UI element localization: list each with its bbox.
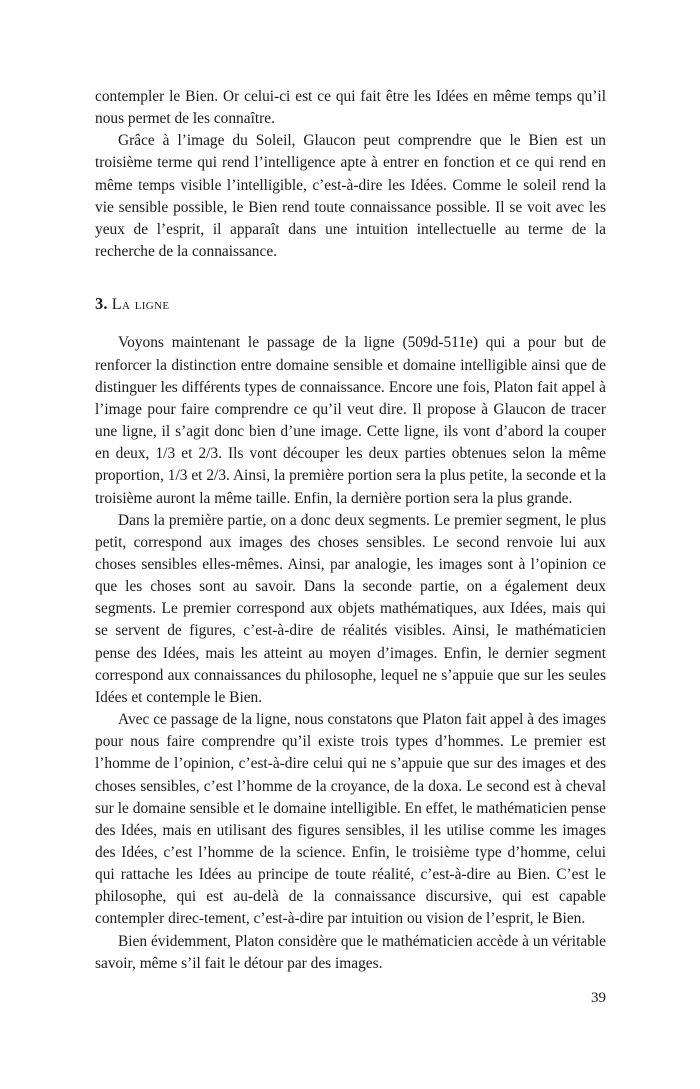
paragraph-line-passage: Voyons maintenant le passage de la ligne (509d-511e) qui a pour but de renforcer la distinction entre domaine sensible et domaine intelligible ainsi que de distinguer les différents types de connaissance. Encore une fois, Platon fait appel à l’image pour faire comprendre ce qu’il veut dire. Il propose à Glaucon de tracer une ligne, il s’agit donc bien d’une image. Cette ligne, ils vont d’abord la couper en deux, 1/3 et 2/3. Ils vont découper les deux parties obtenues selon la même proportion, 1/3 et 2/3. Ainsi, la première portion sera la plus petite, la seconde et la troisième auront la même taille. Enfin, la dernière portion sera la plus grande. bbox=[95, 334, 606, 507]
section-heading-la-ligne bbox=[95, 263, 606, 332]
page-text-block bbox=[95, 86, 606, 975]
section-number: 3. bbox=[95, 294, 108, 314]
paragraph-sun-image: Grâce à l’image du Soleil, Glaucon peut comprendre que le Bien est un troisième terme qui rend l’intelligence apte à entrer en fonction et ce qui rend en même temps visible l’intelligible, c’est-à-dire les Idées. Comme le soleil rend la vie sensible possible, le Bien rend toute connaissance possible. Il se voit avec les yeux de l’esprit, il apparaît dans une intuition intellectuelle au terme de la recherche de la connaissance. bbox=[95, 132, 606, 261]
paragraph-conclusion: Bien évidemment, Platon considère que le mathématicien accède à un véritable savoir, même s’il fait le détour par des images. bbox=[95, 932, 606, 972]
paragraph-segments: Dans la première partie, on a donc deux segments. Le premier segment, le plus petit, correspond aux images des choses sensibles. Le second renvoie lui aux choses sensibles elles-mêmes. Ainsi, par analogie, les images sont à l’opinion ce que les choses sont au savoir. Dans la seconde partie, on a également deux segments. Le premier correspond aux objets mathématiques, aux Idées, mais qui se servent de figures, c’est-à-dire de réalités visibles. Ainsi, le mathématicien pense des Idées, mais les atteint au moyen d’images. Enfin, le dernier segment correspond aux connaissances du philosophe, lequel ne s’appuie que sur les seules Idées et contemple le Bien. bbox=[95, 511, 606, 706]
page-number: 39 bbox=[591, 990, 606, 1006]
paragraph-continuation: contempler le Bien. Or celui-ci est ce qui fait être les Idées en même temps qu’il nous permet de les connaître. bbox=[95, 88, 606, 128]
section-title: La ligne bbox=[111, 295, 170, 314]
paragraph-three-types-of-men: Avec ce passage de la ligne, nous constatons que Platon fait appel à des images pour nous faire comprendre qu’il existe trois types d’hommes. Le premier est l’homme de l’opinion, c’est-à-dire celui qui ne s’appuie que sur des images et des choses sensibles, c’est l’homme de la croyance, de la doxa. Le second est à cheval sur le domaine sensible et le domaine intelligible. En effet, le mathématicien pense des Idées, mais en utilisant des figures sensibles, il les utilise comme les images des Idées, c’est l’homme de la science. Enfin, le troisième type d’homme, celui qui rattache les Idées au principe de toute réalité, c’est-à-dire au Bien. C’est le philosophe, qui est au-delà de la connaissance discursive, qui est capable contempler direc-tement, c’est-à-dire par intuition ou vision de l’esprit, le Bien. bbox=[95, 711, 606, 928]
